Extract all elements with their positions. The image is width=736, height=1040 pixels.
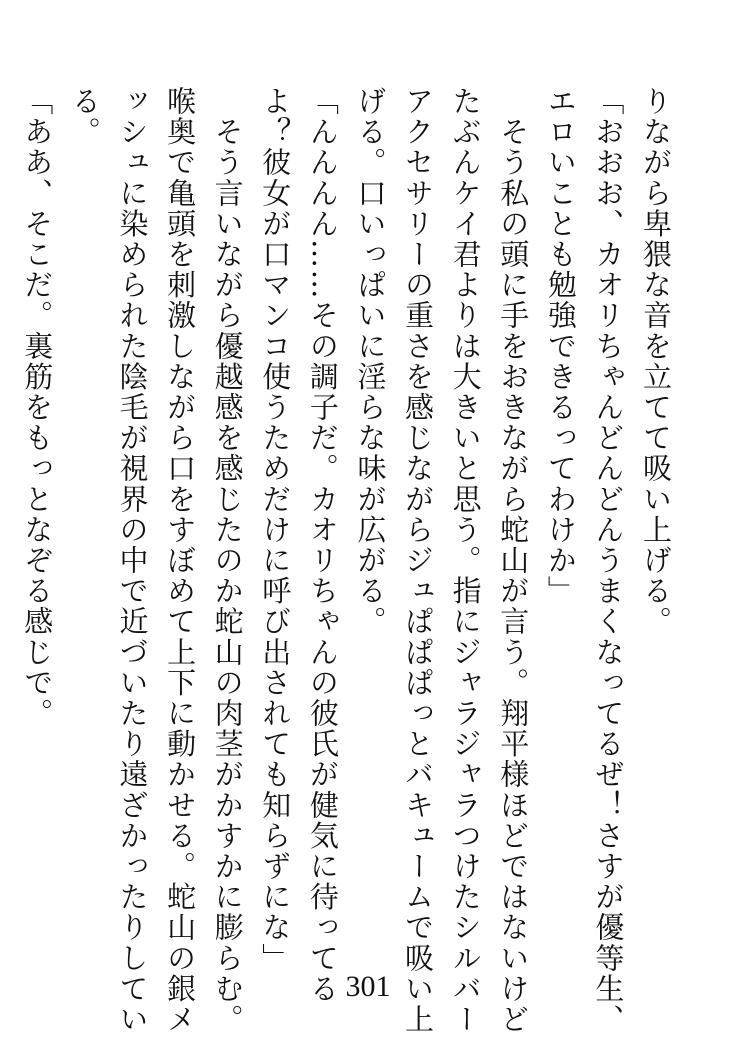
page-number: 301 <box>345 970 391 1003</box>
text-column-3: エロいことも勉強できるってわけか」 <box>543 86 578 607</box>
text-column-12: ッシュに染められた陰毛が視界の中で近づいたり遠ざかったりしてい <box>115 86 150 1035</box>
text-column-11: 喉奥で亀頭を刺激しながら口をすぼめて上下に動かせる。蛇山の銀メ <box>163 86 198 1035</box>
text-column-7: げる。口いっぱいに淫らな味が広がる。 <box>353 86 388 637</box>
text-column-9: よ？彼女が口マンコ使うためだけに呼び出されても知らずにな」 <box>258 86 293 974</box>
text-column-4: そう私の頭に手をおきながら蛇山が言う。翔平様ほどではないけど <box>496 86 531 1035</box>
text-column-2: 「おおお、カオリちゃんどんどんうまくなってるぜ！さすが優等生、 <box>591 86 626 1035</box>
text-column-1: りながら卑猥な音を立てて吸い上げる。 <box>639 86 673 637</box>
text-column-13: る。 <box>67 86 102 148</box>
text-column-14: 「ああ、そこだ。裏筋をもっとなぞる感じで。 <box>20 86 55 729</box>
text-column-10: そう言いながら優越感を感じたのか蛇山の肉茎がかすかに膨らむ。 <box>210 86 245 1035</box>
text-column-6: アクセサリーの重さを感じながらジュぱぱぱっとバキュームで吸い上 <box>401 86 436 1035</box>
text-column-8: 「んんんん……その調子だ。カオリちゃんの彼氏が健気に待ってる <box>305 86 340 1004</box>
text-column-5: たぶんケイ君よりは大きいと思う。指にジャラジャラつけたシルバー <box>448 86 483 1035</box>
